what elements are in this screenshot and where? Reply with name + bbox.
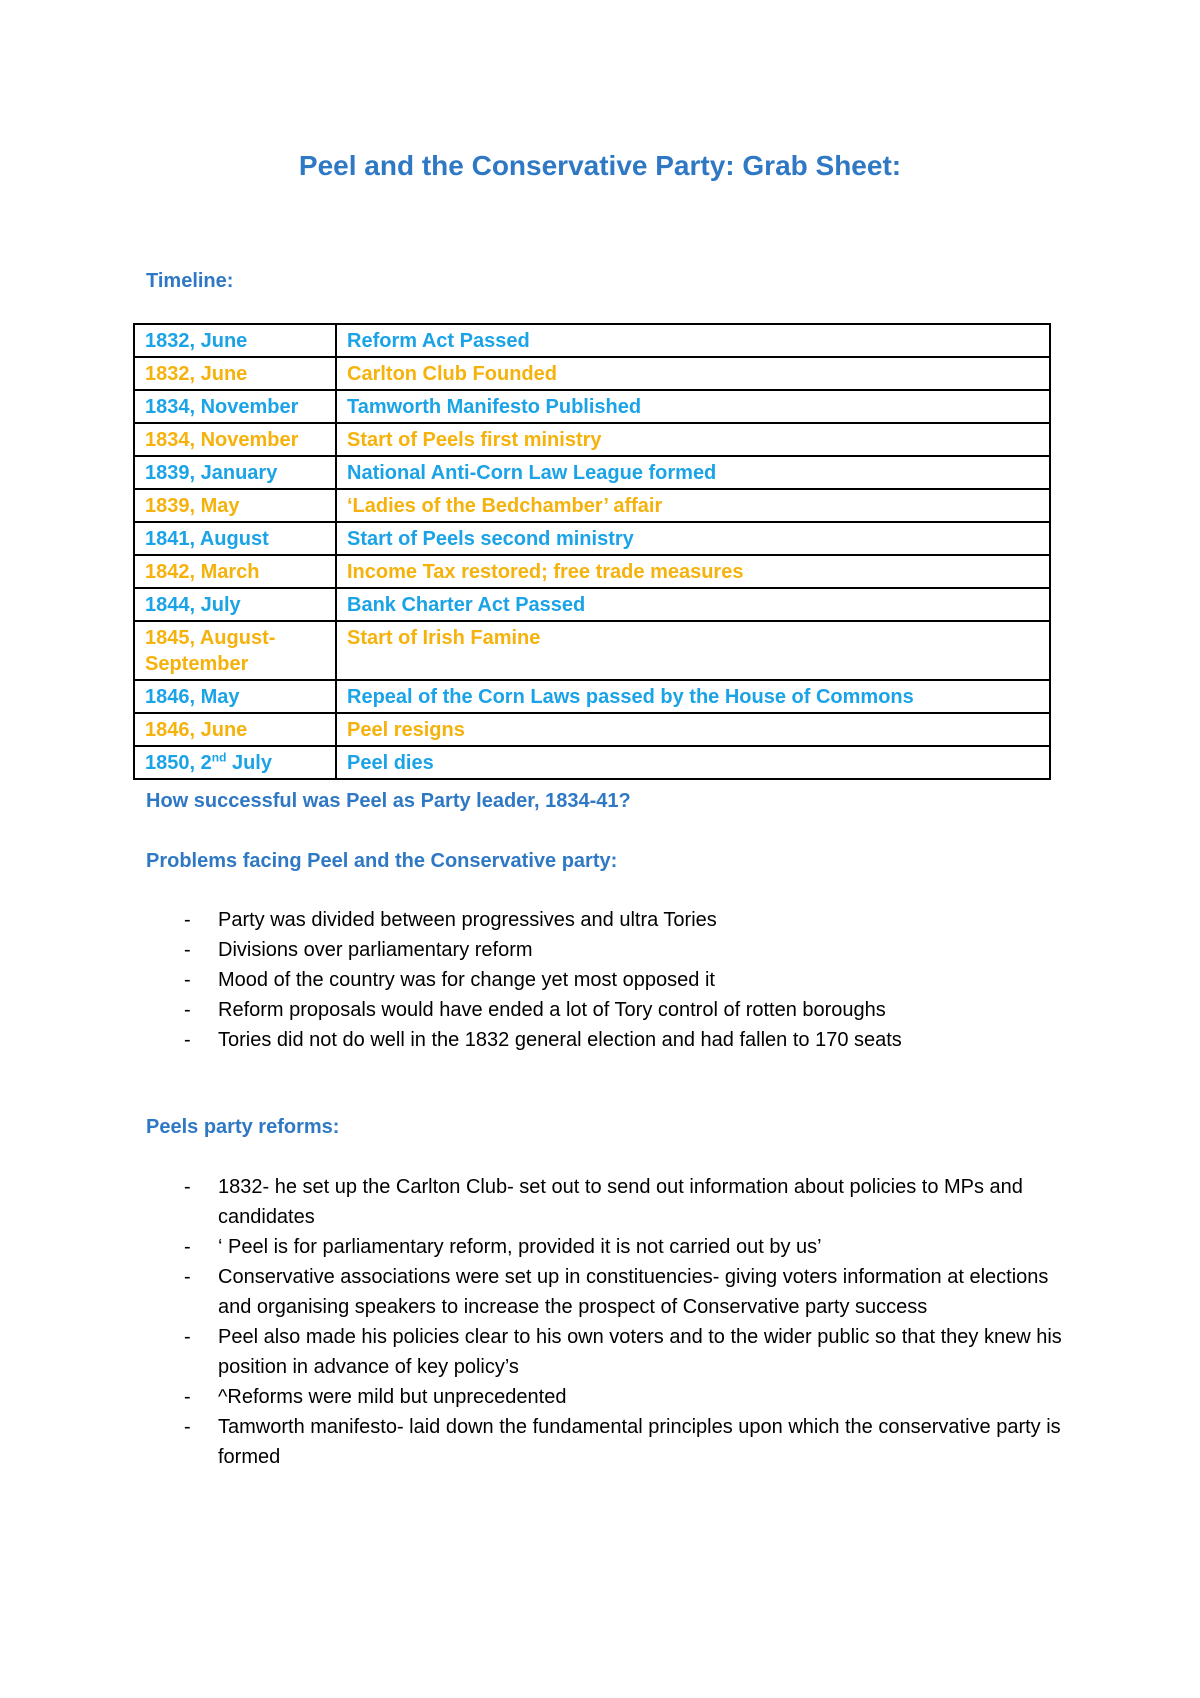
table-row [134,680,1050,713]
reforms-heading: Peels party reforms: [146,1116,340,1138]
timeline-event: Start of Peels second ministry [336,522,1050,555]
list-item: - 1832- he set up the Carlton Club- set out to send out information about policies to MPs and candidates [146,1172,1066,1232]
timeline-date: 1845, August-September [134,621,336,680]
timeline-event: Peel resigns [336,713,1050,746]
list-item: - Peel also made his policies clear to his own voters and to the wider public so that they knew his position in advance of key policy’s [146,1322,1066,1382]
timeline-event: National Anti-Corn Law League formed [336,456,1050,489]
table-row [134,746,1050,779]
timeline-date: 1839, May [134,489,336,522]
timeline-date [134,746,336,779]
timeline-date: 1832, June [134,357,336,390]
timeline-date: 1844, July [134,588,336,621]
problems-list [146,905,1066,1055]
timeline-event: Bank Charter Act Passed [336,588,1050,621]
date-prefix: 1850, 2 [145,752,212,774]
timeline-date: 1846, May [134,680,336,713]
timeline-event: Start of Irish Famine [336,621,1050,680]
timeline-event: Carlton Club Founded [336,357,1050,390]
list-item: - Mood of the country was for change yet most opposed it [146,965,1066,995]
timeline-event: Reform Act Passed [336,324,1050,357]
date-month: July [226,752,272,774]
table-row [134,390,1050,423]
timeline-event: Tamworth Manifesto Published [336,390,1050,423]
table-row [134,555,1050,588]
table-row [134,324,1050,357]
timeline-event: Start of Peels first ministry [336,423,1050,456]
timeline-date: 1832, June [134,324,336,357]
list-item: - Tories did not do well in the 1832 general election and had fallen to 170 seats [146,1025,1066,1055]
table-row [134,489,1050,522]
list-item: - Party was divided between progressives and ultra Tories [146,905,1066,935]
timeline-date: 1842, March [134,555,336,588]
timeline-event: Repeal of the Corn Laws passed by the House of Commons [336,680,1050,713]
table-row [134,588,1050,621]
timeline-event: ‘Ladies of the Bedchamber’ affair [336,489,1050,522]
timeline-table [133,323,1051,780]
timeline-date: 1839, January [134,456,336,489]
timeline-date: 1846, June [134,713,336,746]
table-row [134,423,1050,456]
timeline-date: 1834, November [134,423,336,456]
timeline-date: 1834, November [134,390,336,423]
table-row [134,621,1050,680]
list-item: - ^Reforms were mild but unprecedented [146,1382,1066,1412]
page-title: Peel and the Conservative Party: Grab Sheet: [298,150,902,181]
list-item: - Reform proposals would have ended a lot of Tory control of rotten boroughs [146,995,1066,1025]
timeline-date: 1841, August [134,522,336,555]
timeline-event: Peel dies [336,746,1050,779]
question-heading: How successful was Peel as Party leader, 1834-41? [146,790,631,812]
list-item: - Tamworth manifesto- laid down the fundamental principles upon which the conservative party is formed [146,1412,1066,1472]
table-row [134,713,1050,746]
table-row [134,357,1050,390]
problems-heading: Problems facing Peel and the Conservative party: [146,850,618,872]
list-item: - Conservative associations were set up in constituencies- giving voters information at elections and organising speakers to increase the prospect of Conservative party success [146,1262,1066,1322]
table-row [134,522,1050,555]
reforms-list [146,1172,1066,1472]
list-item: - Divisions over parliamentary reform [146,935,1066,965]
table-row [134,456,1050,489]
timeline-event: Income Tax restored; free trade measures [336,555,1050,588]
timeline-heading: Timeline: [146,270,234,292]
list-item: - ‘ Peel is for parliamentary reform, provided it is not carried out by us’ [146,1232,1066,1262]
date-ordinal-suffix: nd [211,750,227,765]
